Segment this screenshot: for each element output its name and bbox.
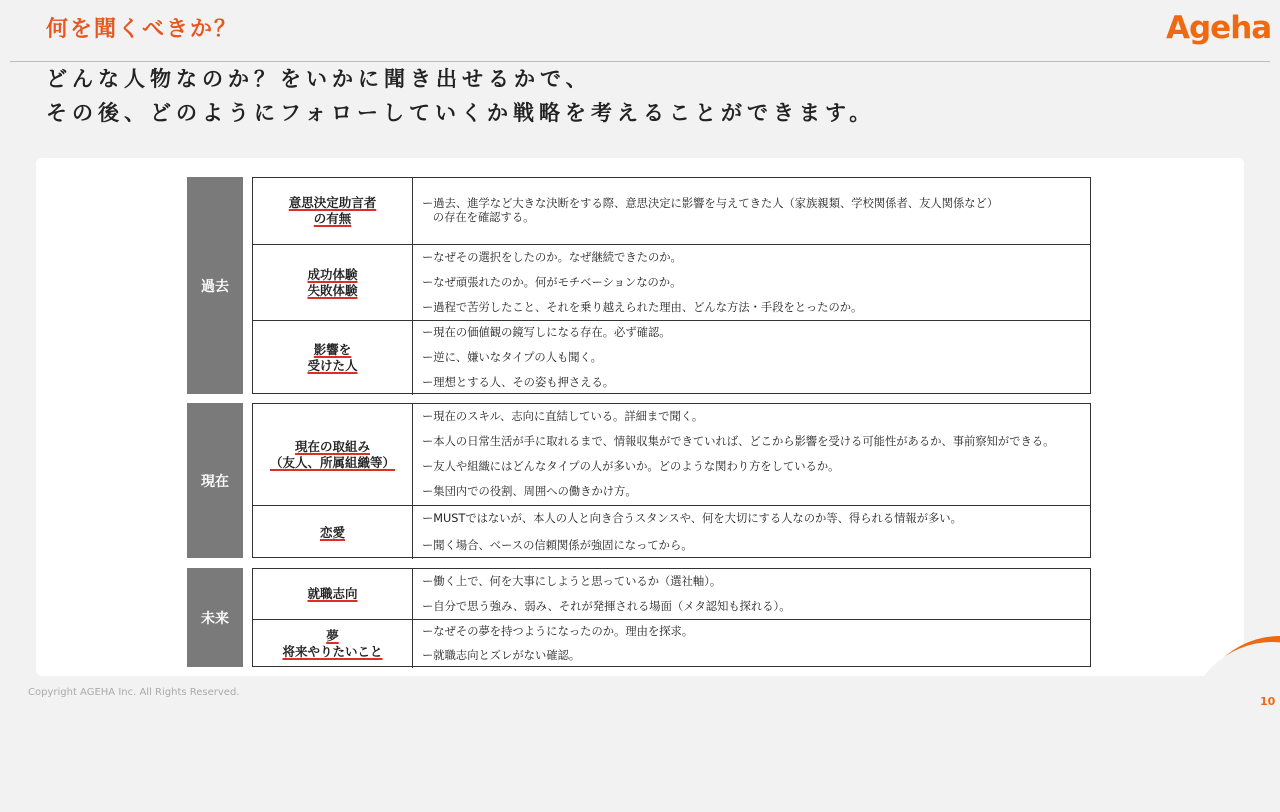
row-points xyxy=(422,178,1086,244)
section-past xyxy=(187,177,1093,394)
row-points xyxy=(422,404,1086,505)
section-table xyxy=(252,177,1091,394)
point-text: ー現在の価値観の鏡写しになる存在。必ず確認。 xyxy=(422,326,671,340)
section-label: 過去 xyxy=(187,177,243,394)
point-text: ーなぜその夢を持つようになったのか。理由を探求。 xyxy=(422,625,694,638)
section-future xyxy=(187,568,1093,667)
table-row xyxy=(253,320,1090,395)
row-topic xyxy=(253,506,413,559)
page-number: 10 xyxy=(1260,695,1276,708)
row-points xyxy=(422,506,1086,559)
topic-line: 受けた人 xyxy=(307,358,358,373)
row-topic xyxy=(253,321,413,395)
point-text: ー逆に、嫌いなタイプの人も聞く。 xyxy=(422,350,602,364)
point-text: ー理想とする人、その姿も押さえる。 xyxy=(422,375,615,389)
topic-line: 恋愛 xyxy=(319,524,345,540)
table-row xyxy=(253,404,1090,505)
lead-line-2: その後、どのようにフォローしていくか戦略を考えることができます。 xyxy=(46,101,876,125)
section-table xyxy=(252,568,1091,667)
row-points xyxy=(422,569,1086,619)
row-points xyxy=(422,245,1086,320)
topic-line: 意思決定助言者 xyxy=(288,195,377,210)
lead-text xyxy=(46,62,1246,130)
point-text: ーなぜ頑張れたのか。何がモチベーションなのか。 xyxy=(422,275,682,289)
topic-line: 影響を xyxy=(313,342,352,357)
topic-line: 現在の取組み xyxy=(294,438,370,454)
row-topic xyxy=(253,178,413,244)
topic-line: （友人、所属組織等） xyxy=(269,454,395,470)
table-row xyxy=(253,569,1090,619)
point-text: ー本人の日常生活が手に取れるまで、情報収集ができていれば、どこから影響を受ける可能性があるか、事前察知ができる。 xyxy=(422,434,1055,448)
topic-line: の有無 xyxy=(313,211,352,226)
topic-line: 成功体験 xyxy=(307,266,358,282)
row-topic xyxy=(253,569,413,619)
row-topic xyxy=(253,620,413,668)
point-text: ー友人や組織にはどんなタイプの人が多いか。どのような関わり方をしているか。 xyxy=(422,460,840,474)
point-text: ー現在のスキル、志向に直結している。詳細まで聞く。 xyxy=(422,409,704,423)
point-text: ー聞く場合、ベースの信頼関係が強固になってから。 xyxy=(422,538,693,552)
topic-line: 夢 xyxy=(326,628,339,643)
copyright-text: Copyright AGEHA Inc. All Rights Reserved. xyxy=(28,687,240,698)
section-table xyxy=(252,403,1091,558)
ageha-logo: Ageha xyxy=(1166,10,1272,46)
point-text: ーなぜその選択をしたのか。なぜ継続できたのか。 xyxy=(422,250,682,264)
slide-title: 何を聞くべきか？ xyxy=(46,17,239,42)
topic-line: 失敗体験 xyxy=(307,282,358,298)
table-row xyxy=(253,505,1090,559)
point-text: ー過程で苦労したこと、それを乗り越えられた理由、どんな方法・手段をとったのか。 xyxy=(422,300,863,314)
topic-line: 就職志向 xyxy=(307,586,358,601)
section-label: 未来 xyxy=(187,568,243,667)
point-text: の存在を確認する。 xyxy=(422,211,535,224)
point-text: ー自分で思う強み、弱み、それが発揮される場面（メタ認知も探れる）。 xyxy=(422,599,791,613)
row-topic xyxy=(253,404,413,505)
section-label: 現在 xyxy=(187,403,243,558)
table-row xyxy=(253,619,1090,668)
section-present xyxy=(187,403,1093,558)
point-text: ーMUSTではないが、本人の人と向き合うスタンスや、何を大切にする人なのか等、得られる情報が多い。 xyxy=(422,512,962,526)
point-text: ー集団内での役割、周囲への働きかけ方。 xyxy=(422,485,637,499)
topic-line: 将来やりたいこと xyxy=(282,644,383,659)
point-text: ー就職志向とズレがない確認。 xyxy=(422,649,581,662)
point-text: ー過去、進学など大きな決断をする際、意思決定に影響を与えてきた人（家族親類、学校関係者、友人関係など） xyxy=(422,197,999,210)
table-row xyxy=(253,244,1090,320)
point-text: ー働く上で、何を大事にしようと思っているか（選社軸）。 xyxy=(422,574,722,588)
table-row xyxy=(253,178,1090,244)
lead-line-1: どんな人物なのか？をいかに聞き出せるかで、 xyxy=(46,67,592,91)
row-points xyxy=(422,620,1086,668)
row-topic xyxy=(253,245,413,320)
row-points xyxy=(422,321,1086,395)
